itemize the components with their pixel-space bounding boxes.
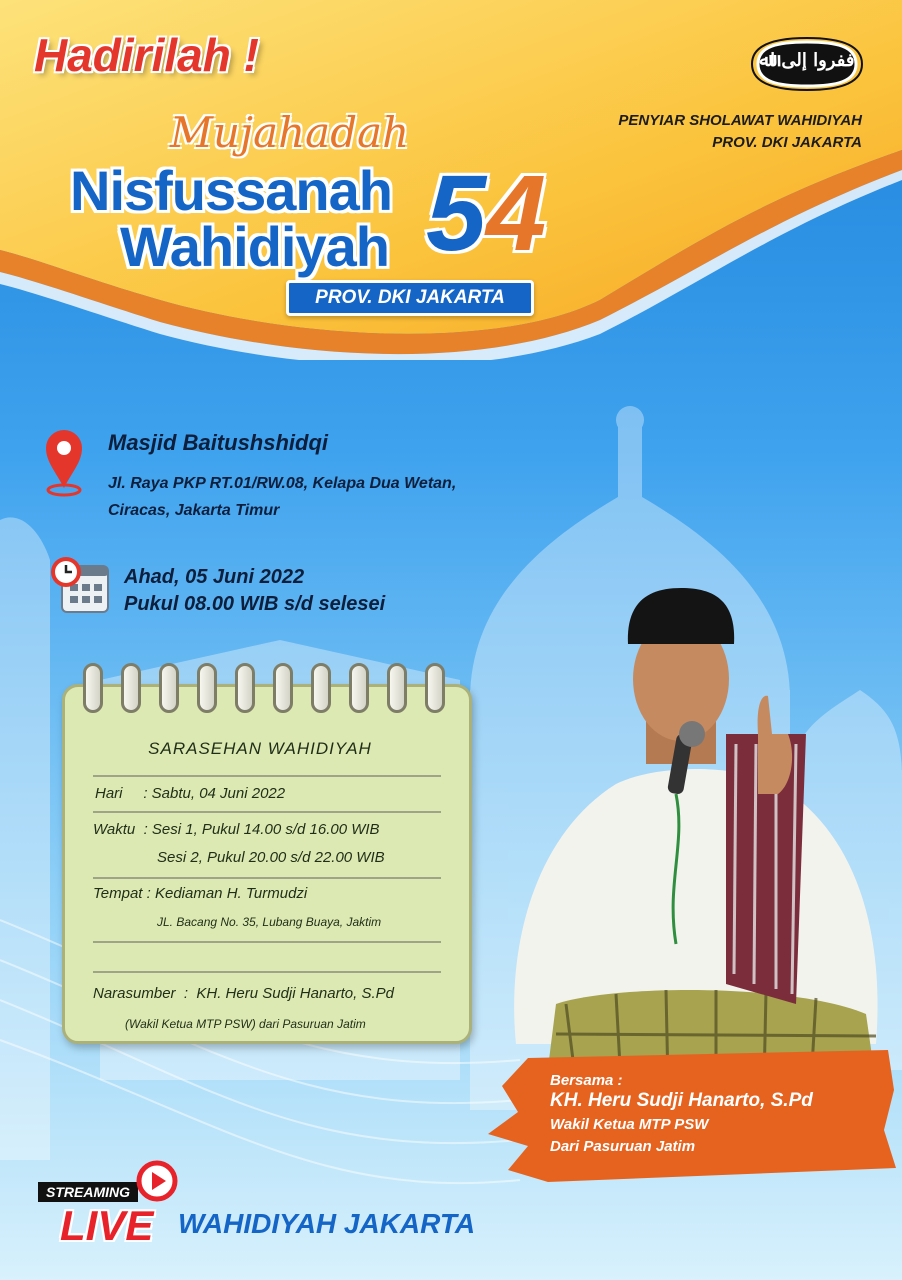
- sarasehan-notebook: [62, 684, 472, 1044]
- event-date: Ahad, 05 Juni 2022: [124, 566, 305, 588]
- venue-name: Masjid Baitushshidqi: [108, 430, 329, 455]
- sarasehan-place-address: JL. Bacang No. 35, Lubang Buaya, Jaktim: [157, 915, 382, 929]
- speaker-photo: [496, 584, 896, 1084]
- event-title-line-2: Wahidiyah: [120, 215, 389, 278]
- seal-calligraphy: ﻓﻔﺮوا إﻟﯽ اﷲ: [759, 50, 855, 71]
- notebook-ring: [273, 663, 293, 713]
- notebook-divider: [93, 811, 441, 813]
- notebook-ring: [197, 663, 217, 713]
- streaming-label: STREAMING: [38, 1182, 138, 1202]
- speaker-role: Wakil Ketua MTP PSW: [550, 1116, 709, 1133]
- live-label: LIVE: [60, 1202, 154, 1249]
- notebook-ring: [121, 663, 141, 713]
- event-title-script: Mujahadah: [170, 108, 410, 157]
- venue-address-line-1: Jl. Raya PKP RT.01/RW.08, Kelapa Dua Wetan,: [108, 475, 457, 492]
- event-number: [426, 150, 546, 275]
- event-time: Pukul 08.00 WIB s/d selesei: [124, 593, 386, 615]
- sarasehan-session-1: Waktu : Sesi 1, Pukul 14.00 s/d 16.00 WIB: [93, 821, 380, 838]
- notebook-ring: [83, 663, 103, 713]
- sarasehan-speaker: Narasumber : KH. Heru Sudji Hanarto, S.Pd: [93, 985, 394, 1002]
- organizer-label: [618, 110, 862, 154]
- event-schedule: [124, 564, 385, 618]
- location-pin-icon: [44, 428, 84, 498]
- notebook-divider: [93, 775, 441, 777]
- notebook-divider: [93, 941, 441, 943]
- venue-address-line-2: Ciracas, Jakarta Timur: [108, 502, 280, 519]
- notebook-ring: [349, 663, 369, 713]
- invitation-heading: Hadirilah !: [34, 29, 259, 81]
- event-title-line-1: Nisfussanah: [70, 159, 392, 222]
- notebook-divider: [93, 877, 441, 879]
- sarasehan-title: SARASEHAN WAHIDIYAH: [148, 739, 372, 758]
- speaker-name: KH. Heru Sudji Hanarto, S.Pd: [550, 1090, 813, 1111]
- region-badge: PROV. DKI JAKARTA: [286, 280, 534, 316]
- organizer-line-2: PROV. DKI JAKARTA: [712, 134, 862, 151]
- speaker-with-label: Bersama :: [550, 1072, 623, 1089]
- sarasehan-session-2: Sesi 2, Pukul 20.00 s/d 22.00 WIB: [157, 849, 385, 866]
- calendar-clock-icon: [48, 556, 110, 614]
- sarasehan-day: Hari : Sabtu, 04 Juni 2022: [95, 785, 286, 802]
- speaker-origin: Dari Pasuruan Jatim: [550, 1138, 696, 1155]
- sarasehan-speaker-role: (Wakil Ketua MTP PSW) dari Pasuruan Jatim: [125, 1017, 366, 1031]
- play-icon: [136, 1160, 178, 1202]
- notebook-ring: [425, 663, 445, 713]
- notebook-ring: [311, 663, 331, 713]
- streaming-channel: WAHIDIYAH JAKARTA: [178, 1208, 476, 1239]
- sarasehan-place: Tempat : Kediaman H. Turmudzi: [93, 885, 308, 902]
- notebook-ring: [387, 663, 407, 713]
- notebook-ring: [159, 663, 179, 713]
- event-number-5: 5: [426, 152, 487, 273]
- notebook-divider: [93, 971, 441, 973]
- organizer-line-1: PENYIAR SHOLAWAT WAHIDIYAH: [618, 112, 862, 129]
- notebook-ring: [235, 663, 255, 713]
- venue-address: [108, 470, 456, 524]
- event-number-4: 4: [486, 152, 547, 273]
